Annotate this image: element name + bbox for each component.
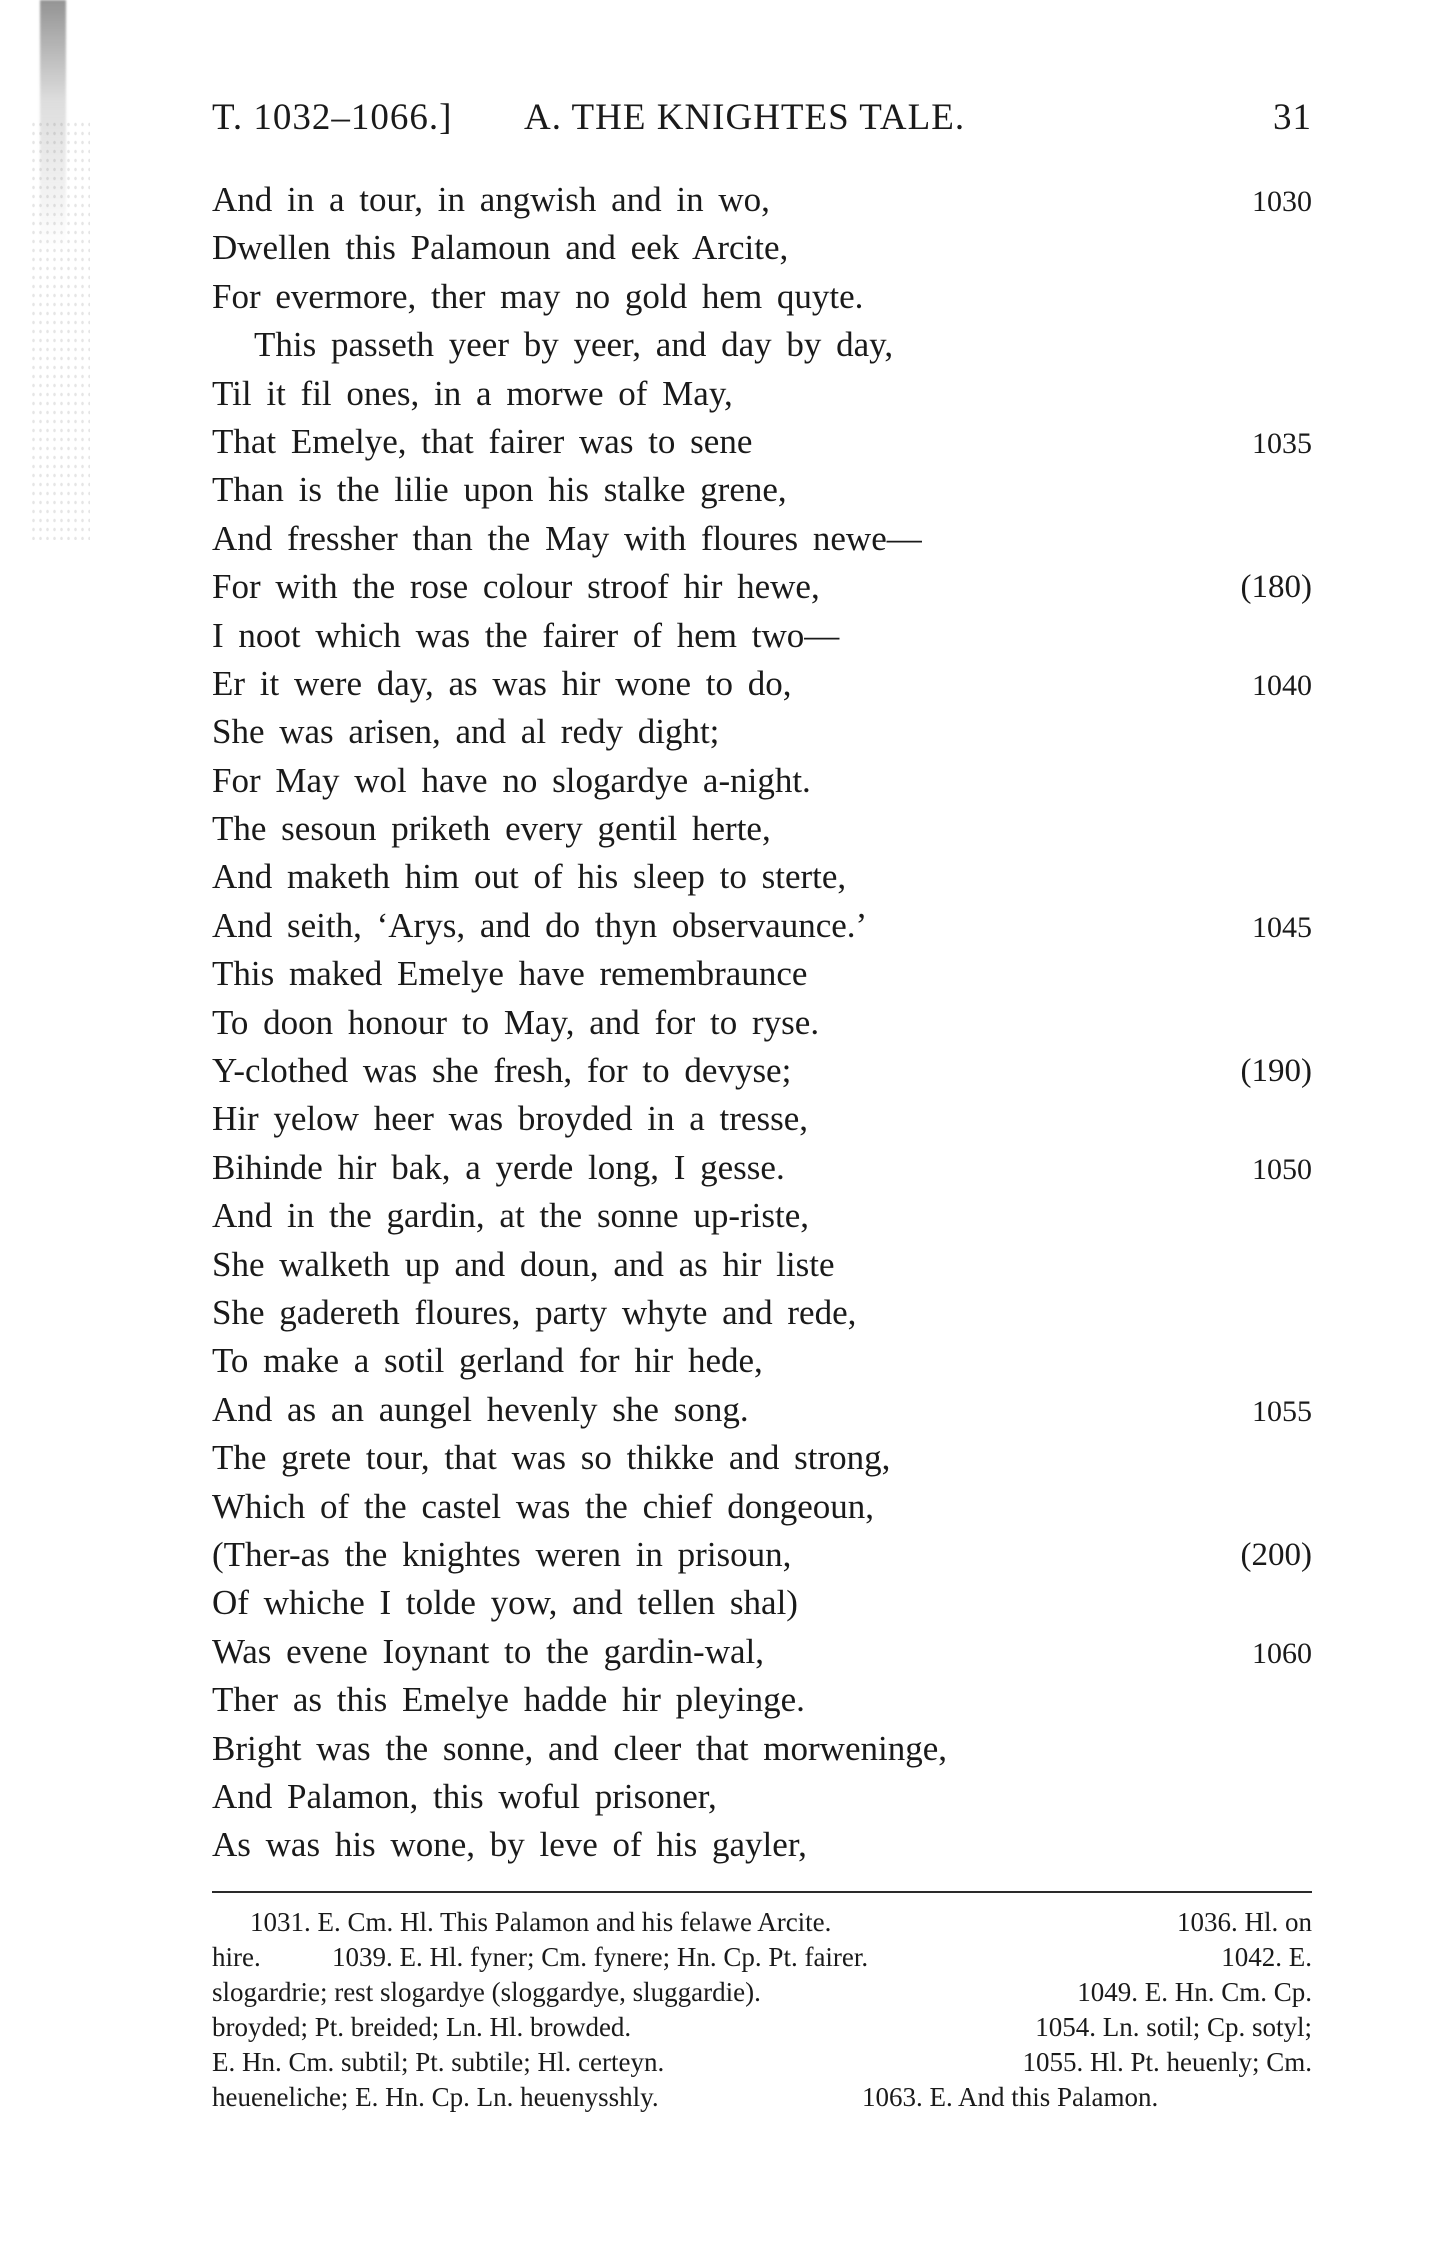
verse-line: [212, 757, 1312, 805]
verse-line-text: She gadereth floures, party whyte and rede,: [212, 1292, 857, 1332]
verse-line-text: I noot which was the fairer of hem two—: [212, 615, 840, 655]
verse-line: [212, 563, 1312, 611]
verse-line-text: And as an aungel hevenly she song.: [212, 1389, 749, 1429]
verse-line: [212, 1241, 1312, 1289]
verse-line-text: Bright was the sonne, and cleer that morweninge,: [212, 1728, 947, 1768]
verse-line-text: Hir yelow heer was broyded in a tresse,: [212, 1099, 808, 1139]
verse-line: [212, 1144, 1312, 1192]
verse-line-text: That Emelye, that fairer was to sene: [212, 421, 753, 461]
verse-line-text: To doon honour to May, and for to ryse.: [212, 1002, 820, 1042]
line-number: (180): [1240, 569, 1312, 606]
footnote-line: [212, 2010, 1312, 2045]
verse-line: [212, 1434, 1312, 1482]
verse-line-text: Dwellen this Palamoun and eek Arcite,: [212, 228, 789, 268]
line-number: 1040: [1252, 668, 1312, 702]
verse-line-text: (Ther-as the knightes weren in prisoun,: [212, 1534, 792, 1574]
verse-line-text: And maketh him out of his sleep to sterte,: [212, 857, 847, 897]
footnote-line: [212, 1940, 1312, 1975]
line-number: 1050: [1252, 1152, 1312, 1186]
footnote-segment: 1036. Hl. on: [1177, 1907, 1312, 1937]
verse-line-text: Was evene Ioynant to the gardin-wal,: [212, 1631, 764, 1671]
verse-line-text: And fressher than the May with floures newe—: [212, 518, 922, 558]
verse-line-text: Er it were day, as was hir wone to do,: [212, 663, 792, 703]
footnote-segment: E. Hn. Cm. subtil; Pt. subtile; Hl. certeyn.: [212, 2047, 665, 2077]
line-number: 1030: [1252, 185, 1312, 218]
footnote-segment: 1054. Ln. sotil; Cp. sotyl;: [1035, 2012, 1312, 2042]
verse-line: [212, 902, 1312, 950]
verse-line-text: And Palamon, this woful prisoner,: [212, 1776, 717, 1816]
verse-line: [212, 1676, 1312, 1724]
verse-line-text: She walketh up and doun, and as hir liste: [212, 1244, 835, 1284]
verse-line: [212, 805, 1312, 853]
verse-line-text: For with the rose colour stroof hir hewe,: [212, 567, 820, 607]
verse-line-text: For May wol have no slogardye a-night.: [212, 760, 811, 800]
verse-line-text: The sesoun priketh every gentil herte,: [212, 809, 771, 849]
verse-line: [212, 370, 1312, 418]
footnote-line: [212, 2080, 1312, 2115]
verse-line-text: And seith, ‘Arys, and do thyn observaunce.’: [212, 905, 868, 945]
footnote-segment: 1049. E. Hn. Cm. Cp.: [1077, 1977, 1312, 2007]
verse-line: [212, 418, 1312, 466]
binding-specks: [30, 120, 90, 540]
footnote-segment: slogardrie; rest slogardye (sloggardye, sluggardie).: [212, 1977, 761, 2007]
footnote-segment: 1063. E. And this Palamon.: [862, 2082, 1159, 2112]
verse-line: [212, 224, 1312, 272]
footnote-segment: hire.: [212, 1942, 261, 1972]
footnote-segment: 1042. E.: [1221, 1942, 1312, 1972]
footnote-segment: 1031. E. Cm. Hl. This Palamon and his felawe Arcite.: [250, 1907, 832, 1937]
verse-line: [212, 1047, 1312, 1095]
verse-line-text: Til it fil ones, in a morwe of May,: [212, 373, 733, 413]
verse-line: [212, 1337, 1312, 1385]
header-section-title: A. THE KNIGHTES TALE.: [524, 97, 966, 138]
verse-line-text: Which of the castel was the chief dongeoun,: [212, 1486, 875, 1526]
footnote-line: [212, 1975, 1312, 2010]
verse-line: [212, 1725, 1312, 1773]
verse-line: [212, 1628, 1312, 1676]
verse-line: [212, 1579, 1312, 1627]
verse-line-text: The grete tour, that was so thikke and strong,: [212, 1438, 891, 1478]
verse-line-text: And in the gardin, at the sonne up-riste,: [212, 1196, 810, 1236]
verse-line: [212, 1773, 1312, 1821]
line-number: 1045: [1252, 910, 1312, 944]
verse-line: [212, 612, 1312, 660]
footnotes: [212, 1905, 1312, 2115]
line-number: 1035: [1252, 426, 1312, 460]
verse-line: [212, 1821, 1312, 1869]
footnote-segment: 1055. Hl. Pt. heuenly; Cm.: [1022, 2047, 1312, 2077]
verse-line: [212, 273, 1312, 321]
line-number: 1055: [1252, 1394, 1312, 1428]
verse-line: [212, 176, 1312, 224]
footnote-line: [212, 1905, 1312, 1940]
verse-line: [212, 466, 1312, 514]
footnote-line: [212, 2045, 1312, 2080]
verse-line: [212, 708, 1312, 756]
running-header: [212, 96, 1312, 156]
verse-line-text: Bihinde hir bak, a yerde long, I gesse.: [212, 1147, 785, 1187]
verse-line-text: As was his wone, by leve of his gayler,: [212, 1825, 807, 1865]
page-number: 31: [1273, 97, 1312, 138]
verse-line: [212, 515, 1312, 563]
verse-line-text: Than is the lilie upon his stalke grene,: [212, 470, 787, 510]
verse-line: [212, 660, 1312, 708]
verse-line: [212, 1386, 1312, 1434]
line-number: (200): [1240, 1536, 1312, 1573]
verse-line-text: This passeth yeer by yeer, and day by day,: [254, 325, 894, 365]
verse-line: [212, 1483, 1312, 1531]
verse-line: [212, 1289, 1312, 1337]
verse-line-text: And in a tour, in angwish and in wo,: [212, 180, 770, 219]
verse-line-text: For evermore, ther may no gold hem quyte.: [212, 276, 864, 316]
verse-line: [212, 1095, 1312, 1143]
verse-line: [212, 1531, 1312, 1579]
verse-line-text: To make a sotil gerland for hir hede,: [212, 1341, 763, 1381]
verse-line: [212, 321, 1312, 369]
verse-line-text: Of whiche I tolde yow, and tellen shal): [212, 1583, 798, 1623]
line-number: (190): [1240, 1053, 1312, 1090]
verse-line-text: This maked Emelye have remembraunce: [212, 954, 808, 994]
verse-line-text: Y-clothed was she fresh, for to devyse;: [212, 1051, 792, 1091]
footnote-segment: 1039. E. Hl. fyner; Cm. fynere; Hn. Cp. Pt. fairer.: [332, 1942, 869, 1972]
verse-line: [212, 999, 1312, 1047]
header-line-range: T. 1032–1066.]: [212, 97, 453, 138]
footnote-segment: broyded; Pt. breided; Ln. Hl. browded.: [212, 2012, 632, 2042]
footnote-segment: heueneliche; E. Hn. Cp. Ln. heuenysshly.: [212, 2082, 659, 2112]
verse-line: [212, 853, 1312, 901]
line-number: 1060: [1252, 1636, 1312, 1670]
verse-line: [212, 1192, 1312, 1240]
verse-line: [212, 950, 1312, 998]
verse-line-text: Ther as this Emelye hadde hir pleyinge.: [212, 1680, 805, 1720]
footnote-rule: [212, 1891, 1312, 1893]
verse-text: [212, 176, 1312, 1870]
verse-line-text: She was arisen, and al redy dight;: [212, 712, 720, 752]
